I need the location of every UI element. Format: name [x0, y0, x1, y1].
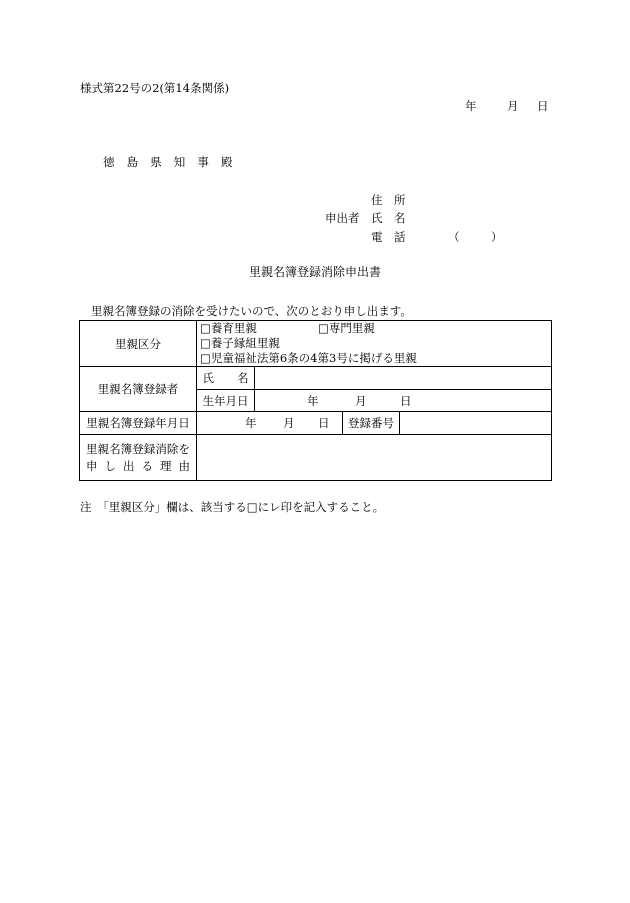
- registrant-label: 里親名簿登録者: [79, 366, 197, 412]
- footnote: 注 「里親区分」欄は、該当する□にレ印を記入すること。: [80, 500, 385, 514]
- reason-label: [79, 434, 197, 481]
- birth-day-label: 日: [400, 393, 412, 408]
- option-article-6-4-3-foster-parent: □児童福祉法第6条の4第3号に掲げる里親: [200, 351, 417, 365]
- addressee: 徳 島 県 知 事 殿: [103, 155, 233, 169]
- category-options: [196, 320, 552, 367]
- registrant-birthdate-label: 生年月日: [196, 389, 255, 412]
- date-month-label: 月: [507, 99, 519, 113]
- registrant-name-label: 氏 名: [196, 366, 255, 390]
- application-table: [79, 320, 552, 481]
- reason-label-line-1: 里親名簿登録消除を: [86, 441, 190, 456]
- registrant-name-field: [254, 366, 552, 390]
- registrant-birthdate-field: [254, 389, 552, 412]
- phone-paren-open: （: [448, 230, 460, 244]
- birth-year-label: 年: [307, 393, 319, 408]
- applicant-phone-label: 電 話: [371, 230, 406, 244]
- phone-paren-close: ）: [491, 230, 503, 244]
- date-year-label: 年: [465, 99, 477, 113]
- option-adoptive-foster-parent: □養子縁組里親: [200, 336, 280, 350]
- registration-number-field: [399, 411, 552, 435]
- option-foster-parent: □養育里親: [200, 321, 257, 335]
- registration-date-field: [196, 411, 343, 435]
- intro-text: 里親名簿登録の消除を受けたいので、次のとおり申し出ます。: [91, 304, 412, 318]
- category-options-row-1: [200, 321, 551, 336]
- reason-label-text: [86, 441, 190, 475]
- registration-year-label: 年: [245, 416, 257, 430]
- registration-day-label: 日: [318, 416, 330, 430]
- applicant-address-label: 住 所: [371, 193, 406, 207]
- registration-date-label: 里親名簿登録年月日: [79, 411, 197, 435]
- birth-month-label: 月: [355, 393, 367, 408]
- applicant-label: 申出者: [325, 211, 360, 225]
- registration-number-label: 登録番号: [342, 411, 400, 435]
- registration-month-label: 月: [283, 416, 295, 430]
- document-title: 里親名簿登録消除申出書: [248, 265, 381, 279]
- form-number: 様式第22号の2(第14条関係): [80, 81, 230, 95]
- reason-field: [196, 434, 552, 481]
- applicant-name-label: 氏 名: [371, 211, 406, 225]
- category-label: 里親区分: [79, 320, 197, 367]
- date-day-label: 日: [537, 99, 549, 113]
- reason-label-line-2: 申し出る理由: [86, 458, 190, 473]
- option-specialized-foster-parent: □専門里親: [318, 321, 375, 335]
